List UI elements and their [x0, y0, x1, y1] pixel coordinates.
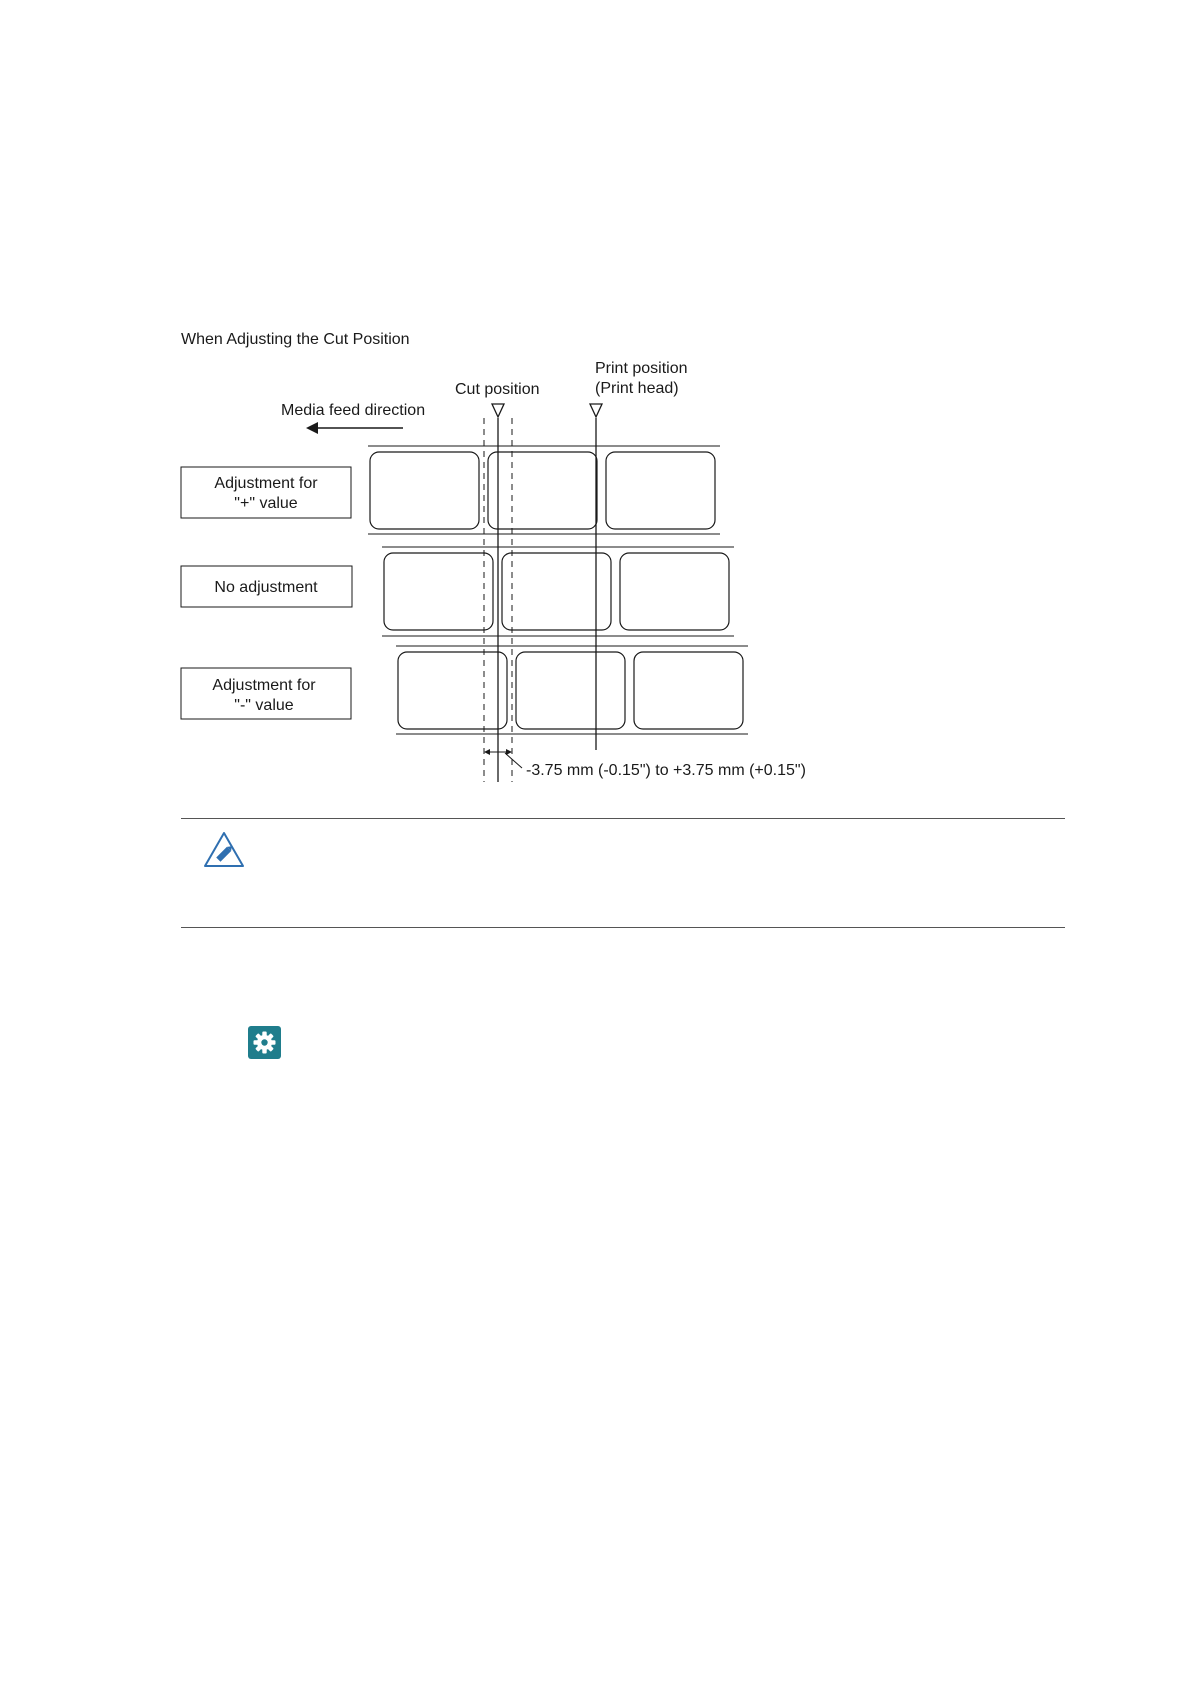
- row-none-label: No adjustment: [214, 579, 318, 596]
- note-bottom-divider: [181, 927, 1065, 928]
- row-plus-label-line1: Adjustment for: [214, 475, 318, 492]
- print-position-marker-icon: [590, 404, 602, 417]
- gear-icon[interactable]: [248, 1026, 281, 1059]
- range-indicator-arrow: [484, 749, 522, 768]
- media-feed-label: Media feed direction: [281, 402, 426, 419]
- cut-position-label: Cut position: [455, 381, 540, 398]
- range-label: -3.75 mm (-0.15") to +3.75 mm (+0.15"): [526, 762, 806, 779]
- cut-position-marker-icon: [492, 404, 504, 417]
- cut-position-diagram: [0, 0, 1191, 800]
- diagram-caption: When Adjusting the Cut Position: [181, 331, 410, 348]
- row-minus-label-line2: "-" value: [234, 697, 294, 714]
- row-minus-label-line1: Adjustment for: [212, 677, 316, 694]
- note-top-divider: [181, 818, 1065, 819]
- media-feed-arrow: [306, 422, 403, 434]
- row-plus-label-line2: "+" value: [234, 495, 298, 512]
- print-head-label: (Print head): [595, 380, 679, 397]
- pencil-note-icon: [202, 830, 246, 870]
- print-position-label: Print position: [595, 360, 688, 377]
